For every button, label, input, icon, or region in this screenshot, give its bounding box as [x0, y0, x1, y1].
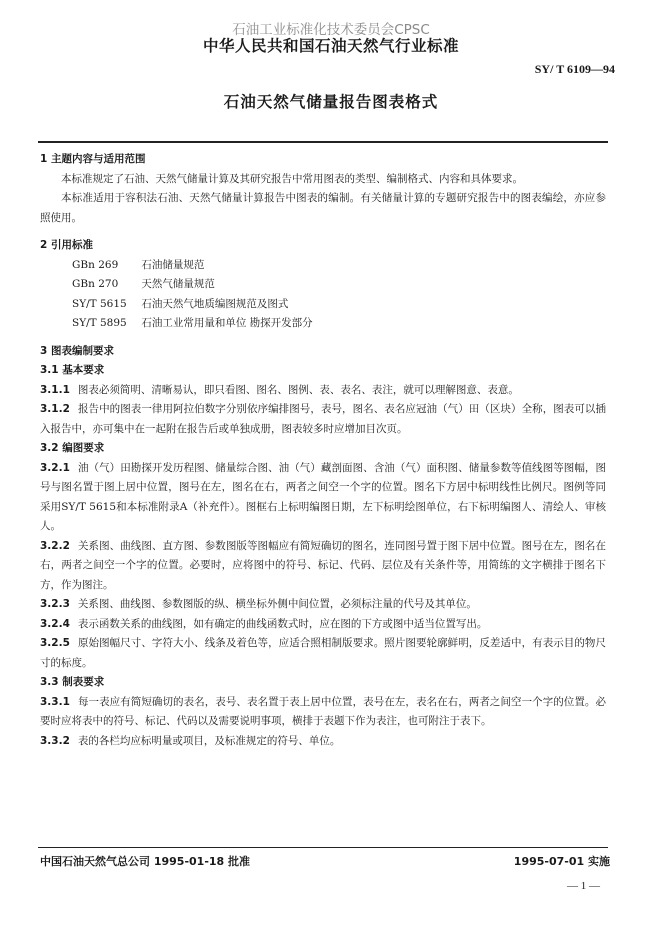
effective-date: 1995-07-01 实施: [513, 855, 610, 868]
clause: [40, 595, 606, 615]
clause: [40, 459, 606, 537]
clause-text: 油（气）田勘探开发历程图、储量综合图、油（气）藏剖面图、含油（气）面积图、储量参数等值线图等图幅，图号与图名置于图上居中位置，图号在左，图名在右，两者之间空一个字的位置。图名下方居中标明线性比例尺。图例等同采用SY/T 5615和本标准附录A（补充件）。图框右上标明编图日期，左下标明绘图单位，右下标明编图人、清绘人、审核人。: [40, 461, 606, 532]
section-heading-3: 3 图表编制要求: [40, 344, 114, 357]
subsection-heading: 3.3 制表要求: [40, 676, 105, 688]
reference-item: [40, 256, 606, 276]
clause-text: 表的各栏均应标明量或项目，及标准规定的符号、单位。: [77, 734, 341, 747]
reference-code: SY/T 5615: [72, 297, 127, 310]
bottom-divider: [38, 847, 608, 848]
clause-number: 3.2.3: [40, 598, 70, 610]
paragraph: 本标准适用于容积法石油、天然气储量计算报告中图表的编制。有关储量计算的专题研究报告中的图表编绘，亦应参照使用。: [40, 192, 606, 224]
document-body: [40, 150, 606, 751]
reference-name: 天然气储量规范: [141, 278, 215, 290]
clause: [40, 537, 606, 596]
clause-number: 3.3.2: [40, 734, 70, 747]
reference-item: [40, 275, 606, 295]
section-heading-1: 1 主题内容与适用范围: [40, 153, 146, 165]
page-number: — 1 —: [567, 880, 600, 892]
clause-text: 每一表应有简短确切的表名，表号、表名置于表上居中位置，表号在左，表名在右，两者之间空一个字的位置。必要时应将表中的符号、标记、代码以及需要说明事项，横排于表题下作为表注，也可附注于表下。: [40, 695, 606, 727]
paragraph: 本标准规定了石油、天然气储量计算及其研究报告中常用图表的类型、编制格式、内容和具体要求。: [61, 172, 523, 185]
clause: [40, 615, 606, 635]
document-title: 石油天然气储量报告图表格式: [223, 93, 439, 111]
reference-item: [40, 314, 606, 334]
top-divider: [38, 141, 608, 143]
reference-code: SY/T 5895: [72, 317, 127, 329]
clause-number: 3.2.4: [40, 617, 70, 630]
clause-number: 3.2.2: [40, 539, 70, 552]
clause-text: 报告中的图表一律用阿拉伯数字分别依序编排图号，表号，图名、表名应冠油（气）田（区块）全称，图表可以插入报告中，亦可集中在一起附在报告后或单独成册，图表较多时应增加目次页。: [40, 403, 606, 435]
clause: [40, 400, 606, 439]
clause: [40, 693, 606, 732]
clause: [40, 381, 606, 401]
standard-code: SY/ T 6109—94: [534, 62, 615, 76]
subsection-heading: 3.2 编图要求: [40, 442, 105, 454]
clause: [40, 634, 606, 673]
reference-name: 石油天然气地质编图规范及图式: [141, 297, 289, 310]
clause-number: 3.3.1: [40, 695, 70, 708]
subsection-heading: 3.1 基本要求: [40, 364, 105, 376]
clause-text: 表示函数关系的曲线图，如有确定的曲线函数式时，应在图的下方或图中适当位置写出。: [77, 617, 488, 630]
clause: [40, 732, 606, 752]
clause-text: 图表必须简明、清晰易认，即只看图、图名、图例、表、表名、表注，就可以理解图意、表意。: [77, 383, 519, 396]
clause-number: 3.2.5: [40, 637, 70, 649]
reference-item: [40, 295, 606, 315]
clause-text: 关系图、曲线图、参数图版的纵、横坐标外侧中间位置，必须标注量的代号及其单位。: [77, 598, 477, 610]
clause-number: 3.2.1: [40, 461, 70, 474]
standard-category-title: 中华人民共和国石油天然气行业标准: [202, 37, 459, 55]
clause-text: 原始图幅尺寸、字符大小、线条及着色等，应适合照相制版要求。照片图要轮廓鲜明，反差适中，有表示目的物尺寸的标度。: [40, 637, 606, 669]
section-heading-2: 2 引用标准: [40, 239, 93, 251]
clause-number: 3.1.2: [40, 403, 70, 415]
reference-code: GBn 270: [72, 278, 119, 290]
reference-code: GBn 269: [72, 258, 119, 271]
reference-name: 石油储量规范: [141, 258, 205, 271]
clause-number: 3.1.1: [40, 383, 70, 396]
clause-text: 关系图、曲线图、直方图、参数图版等图幅应有简短确切的图名，连同图号置于图下居中位置。图号在左，图名在右，两者之间空一个字的位置。必要时，应将图中的符号、标记、代码、层位及有关条件等，用简练的文字横排于图名下方，作为图注。: [40, 539, 606, 591]
reference-name: 石油工业常用量和单位 勘探开发部分: [141, 317, 313, 329]
approval-note: 中国石油天然气总公司 1995-01-18 批准: [40, 855, 251, 868]
watermark: 石油工业标准化技术委员会CPSC: [232, 22, 430, 38]
